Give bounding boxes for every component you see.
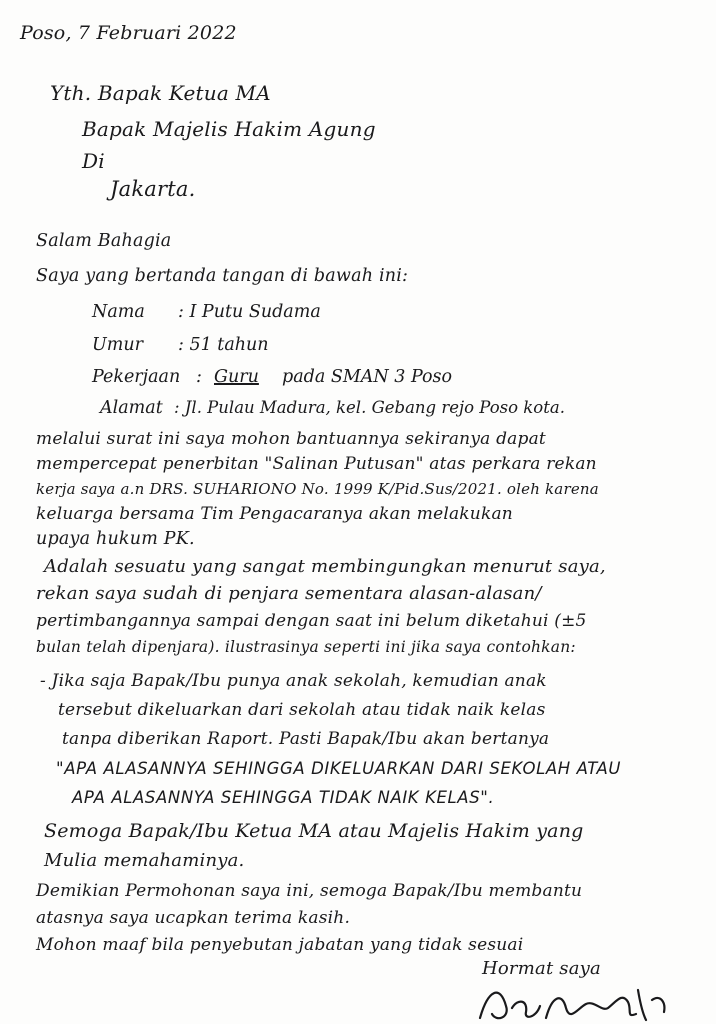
- recipient-line-4: Jakarta.: [110, 177, 196, 201]
- paragraph4-line-2: Mulia memahaminya.: [44, 850, 245, 871]
- identity-age-value: : 51 tahun: [178, 335, 269, 355]
- identity-job-label: Pekerjaan: [92, 367, 181, 387]
- paragraph4-line-1: Semoga Bapak/Ibu Ketua MA atau Majelis Hakim yang: [44, 820, 584, 842]
- recipient-line-3: Di: [82, 149, 105, 173]
- paragraph2-line-1: Adalah sesuatu yang sangat membingungkan menurut saya,: [44, 556, 606, 577]
- paragraph5-line-1: Demikian Permohonan saya ini, semoga Bapak/Ibu membantu: [36, 881, 583, 901]
- paragraph3-line-4: "APA ALASANNYA SEHINGGA DIKELUARKAN DARI SEKOLAH ATAU: [56, 759, 622, 778]
- identity-job-separator: :: [196, 367, 202, 387]
- place-date: Poso, 7 Februari 2022: [20, 22, 237, 44]
- identity-address-label: Alamat: [100, 398, 163, 418]
- paragraph1-line-1: melalui surat ini saya mohon bantuannya sekiranya dapat: [36, 429, 546, 449]
- paragraph2-line-2: rekan saya sudah di penjara sementara alasan-alasan/: [36, 583, 542, 604]
- paragraph1-line-2: mempercepat penerbitan "Salinan Putusan" atas perkara rekan: [36, 454, 597, 474]
- paragraph3-line-1: - Jika saja Bapak/Ibu punya anak sekolah, kemudian anak: [40, 671, 547, 691]
- identity-address-value: : Jl. Pulau Madura, kel. Gebang rejo Poso kota.: [174, 398, 565, 417]
- paragraph1-line-3: kerja saya a.n DRS. SUHARIONO No. 1999 K/Pid.Sus/2021. oleh karena: [36, 480, 599, 498]
- paragraph6: Mohon maaf bila penyebutan jabatan yang tidak sesuai: [36, 935, 524, 955]
- paragraph1-line-4: keluarga bersama Tim Pengacaranya akan melakukan: [36, 504, 513, 524]
- paragraph2-line-3: pertimbangannya sampai dengan saat ini belum diketahui (±5: [36, 611, 587, 631]
- paragraph3-line-2: tersebut dikeluarkan dari sekolah atau tidak naik kelas: [58, 700, 546, 720]
- identity-name-label: Nama: [92, 302, 145, 322]
- recipient-line-2: Bapak Majelis Hakim Agung: [82, 117, 376, 141]
- signature-image: [466, 978, 706, 1024]
- paragraph5-line-2: atasnya saya ucapkan terima kasih.: [36, 908, 351, 928]
- paragraph3-line-3: tanpa diberikan Raport. Pasti Bapak/Ibu akan bertanya: [62, 729, 550, 749]
- paragraph2-line-4: bulan telah dipenjara). ilustrasinya seperti ini jika saya contohkan:: [36, 638, 576, 656]
- paragraph1-line-5: upaya hukum PK.: [36, 529, 195, 549]
- identity-job-value: Guru: [214, 367, 259, 387]
- identity-age-label: Umur: [92, 335, 143, 355]
- greeting: Salam Bahagia: [36, 231, 172, 251]
- recipient-line-1: Yth. Bapak Ketua MA: [50, 81, 271, 105]
- identity-name-value: : I Putu Sudama: [178, 302, 321, 322]
- paragraph3-line-5: APA ALASANNYA SEHINGGA TIDAK NAIK KELAS".: [72, 788, 495, 807]
- identity-job-place: pada SMAN 3 Poso: [282, 367, 453, 387]
- intro-line: Saya yang bertanda tangan di bawah ini:: [36, 266, 409, 286]
- closing: Hormat saya: [482, 958, 601, 979]
